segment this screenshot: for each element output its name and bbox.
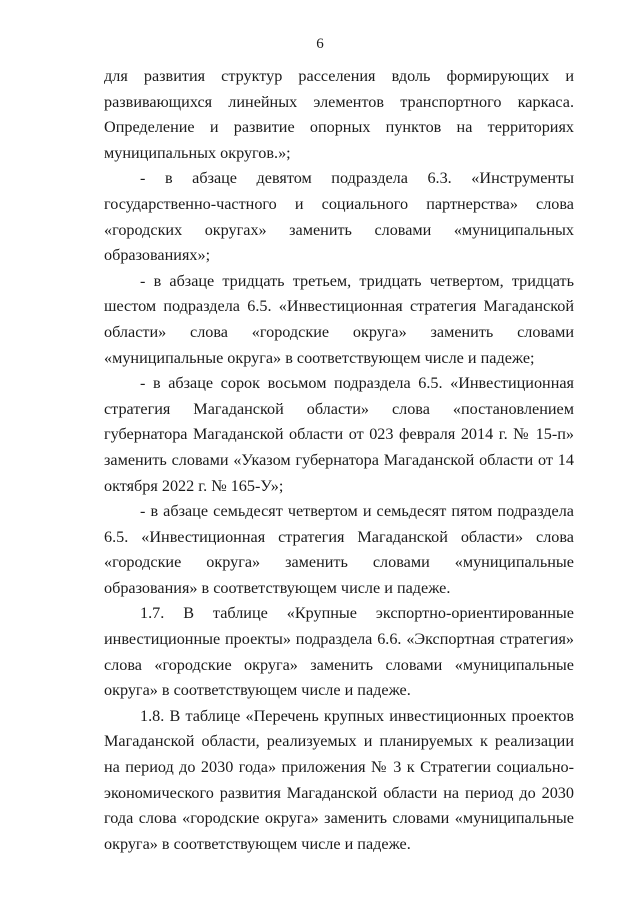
paragraph-amendment-6-5-c: - в абзаце семьдесят четвертом и семьдесят пятом подраздела 6.5. «Инвестиционная стратегия Магаданской области» слова «городские округа» заменить словами «муниципальные образования» в соответствующем числе и падеже. — [104, 502, 574, 597]
paragraph-amendment-6-5-a: - в абзаце тридцать третьем, тридцать четвертом, тридцать шестом подраздела 6.5. «Инвестиционная стратегия Магаданской области» слова «городские округа» заменить словами «муниципальные округа» в соответствующем числе и падеже; — [104, 271, 574, 367]
paragraph-amendment-6-5-b: - в абзаце сорок восьмом подраздела 6.5. «Инвестиционная стратегия Магаданской области» слова «постановлением губернатора Магаданской области от 023 февраля 2014 г. № 15-п» заменить словами «Указом губернатора Магаданской области от 14 октября 2022 г. № 165-У»; — [104, 374, 574, 495]
page-number: 6 — [316, 36, 324, 52]
paragraph-continuation: для развития структур расселения вдоль формирующих и развивающихся линейных элементов транспортного каркаса. Определение и развитие опорных пунктов на территориях муниципальных округов.»; — [104, 67, 574, 162]
paragraph-item-1-8: 1.8. В таблице «Перечень крупных инвестиционных проектов Магаданской области, реализуемых и планируемых к реализации на период до 2030 года» приложения № 3 к Стратегии социально-экономического развития Магаданской области на период до 2030 года слова «городские округа» заменить словами «муниципальные округа» в соответствующем числе и падеже. — [104, 706, 574, 853]
paragraph-amendment-6-3: - в абзаце девятом подраздела 6.3. «Инструменты государственно-частного и социального партнерства» слова «городских округах» заменить словами «муниципальных образованиях»; — [104, 169, 574, 265]
paragraph-item-1-7: 1.7. В таблице «Крупные экспортно-ориентированные инвестиционные проекты» подраздела 6.6. «Экспортная стратегия» слова «городские округа» заменить словами «муниципальные округа» в соответствующем числе и падеже. — [104, 604, 574, 700]
document-body — [104, 64, 574, 857]
